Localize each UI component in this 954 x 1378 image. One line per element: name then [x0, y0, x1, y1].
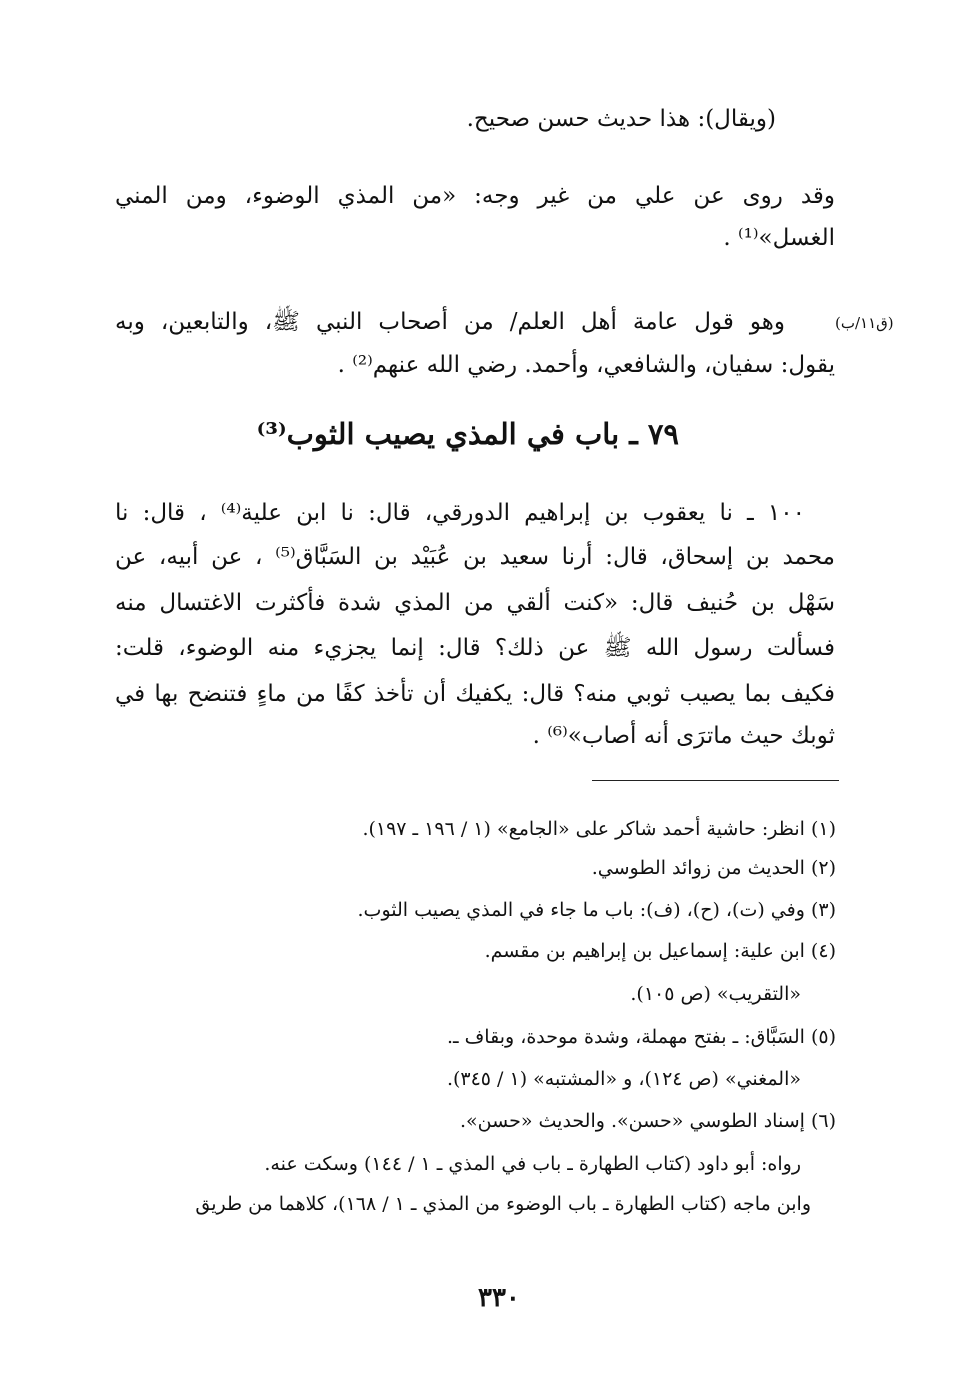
page-number: ٣٣٠ — [478, 1283, 520, 1313]
footnote: (٣) وفي (ت)، (ح)، (ف): باب ما جاء في المذي يصيب الثوب. — [357, 899, 836, 921]
body-line: ثوبك حيث ماترَى أنه أصاب»⁽⁶⁾ . — [532, 723, 835, 749]
body-line: وقد روى عن علي من غير وجه: «من المذي الوضوء، ومن المني — [115, 183, 835, 209]
body-line: ١٠٠ ـ نا يعقوب بن إبراهيم الدورقي، قال: نا ابن علية⁽⁴⁾ ، قال: نا — [115, 500, 805, 526]
body-line: فكيف بما يصيب ثوبي منه؟ قال: يكفيك أن تأخذ كفًا من ماءٍ فتنضح بها في — [115, 681, 835, 707]
footnote: (٢) الحديث من زوائد الطوسي. — [591, 857, 836, 879]
footnote: (٤) ابن علية: إسماعيل بن إبراهيم بن مقسم. — [484, 940, 836, 962]
chapter-heading: ٧٩ ـ باب في المذي يصيب الثوب⁽³⁾ — [256, 417, 679, 451]
footnote: (٥) السَبَّاق: ـ بفتح مهملة، وشدة موحدة، وبقاف ـ. — [446, 1026, 836, 1048]
footnote-separator — [592, 780, 839, 781]
body-line: فسألت رسول الله ﷺ عن ذلك؟ قال: إنما يجزيء منه الوضوء، قلت: — [115, 635, 835, 661]
body-line: يقول: سفيان، والشافعي، وأحمد. رضي الله عنهم⁽²⁾ . — [337, 352, 835, 378]
manuscript-margin-note: (ق١١/ب) — [835, 314, 894, 332]
footnote: (٦) إسناد الطوسي «حسن». والحديث «حسن». — [460, 1110, 836, 1132]
body-line: وهو قول عامة أهل العلم/ من أصحاب النبي ﷺ، والتابعين، وبه — [115, 309, 785, 335]
body-line: محمد بن إسحاق، قال: أرنا سعيد بن عُبَيْد بن السَبَّاق⁽⁵⁾ ، عن أبيه، عن — [115, 544, 835, 570]
footnote-continuation: «التقريب» (ص ١٠٥). — [630, 983, 801, 1005]
footnote-continuation: «المغني» (ص ١٢٤)، و «المشتبه» (١ / ٣٤٥). — [446, 1068, 801, 1090]
body-line: الغسل»⁽¹⁾ . — [723, 225, 835, 251]
footnote: (١) انظر: حاشية أحمد شاكر على «الجامع» (١ / ١٩٦ ـ ١٩٧). — [362, 818, 836, 840]
body-line: سَهْل بن حُنيف قال: «كنت ألقي من المذي شدة فأكثرت الاغتسال منه — [115, 590, 835, 616]
footnote-continuation: وابن ماجه (كتاب الطهارة ـ باب الوضوء من المذي ـ ١ / ١٦٨)، كلاهما من طريق — [195, 1193, 811, 1215]
footnote-continuation: رواه: أبو داود (كتاب الطهارة ـ باب في المذي ـ ١ / ١٤٤) وسكت عنه. — [264, 1153, 801, 1175]
body-line: (ويقال): هذا حديث حسن صحيح. — [466, 106, 776, 132]
